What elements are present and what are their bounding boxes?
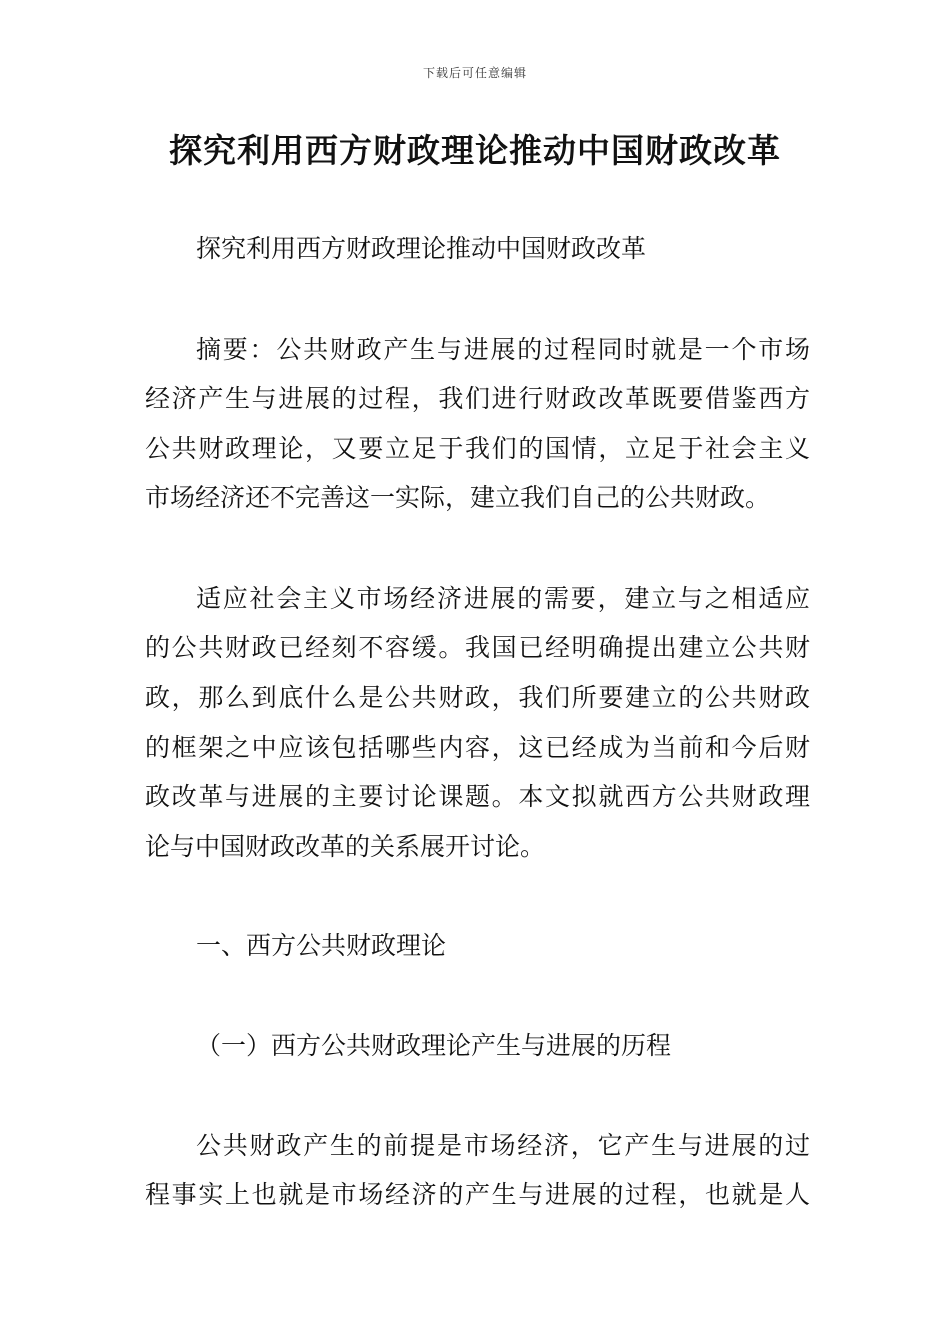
body-line: 公共财政产生的前提是市场经济，它产生与进展的过 — [196, 1131, 810, 1160]
intro-line: 的框架之中应该包括哪些内容，这已经成为当前和今后财 — [145, 733, 810, 762]
intro-line: 的公共财政已经刻不容缓。我国已经明确提出建立公共财 — [145, 633, 810, 662]
abstract-line: 经济产生与进展的过程，我们进行财政改革既要借鉴西方 — [145, 384, 810, 413]
intro-line: 政改革与进展的主要讨论课题。本文拟就西方公共财政理 — [145, 782, 810, 811]
abstract-line: 公共财政理论，又要立足于我们的国情，立足于社会主义 — [145, 434, 810, 463]
intro-line: 适应社会主义市场经济进展的需要，建立与之相适应 — [196, 584, 810, 613]
abstract-line: 市场经济还不完善这一实际，建立我们自己的公共财政。 — [145, 483, 771, 512]
section-heading: 一、西方公共财政理论 — [196, 931, 447, 960]
document-title: 探究利用西方财政理论推动中国财政改革 — [169, 131, 781, 170]
header-note: 下载后可任意编辑 — [422, 66, 527, 80]
intro-line: 政，那么到底什么是公共财政，我们所要建立的公共财政 — [145, 683, 810, 712]
subsection-heading: （一）西方公共财政理论产生与进展的历程 — [196, 1031, 672, 1060]
intro-line: 论与中国财政改革的关系展开讨论。 — [145, 832, 546, 861]
document-subtitle: 探究利用西方财政理论推动中国财政改革 — [196, 234, 647, 263]
body-line: 程事实上也就是市场经济的产生与进展的过程，也就是人 — [145, 1180, 810, 1209]
abstract-line: 摘要：公共财政产生与进展的过程同时就是一个市场 — [196, 335, 810, 364]
